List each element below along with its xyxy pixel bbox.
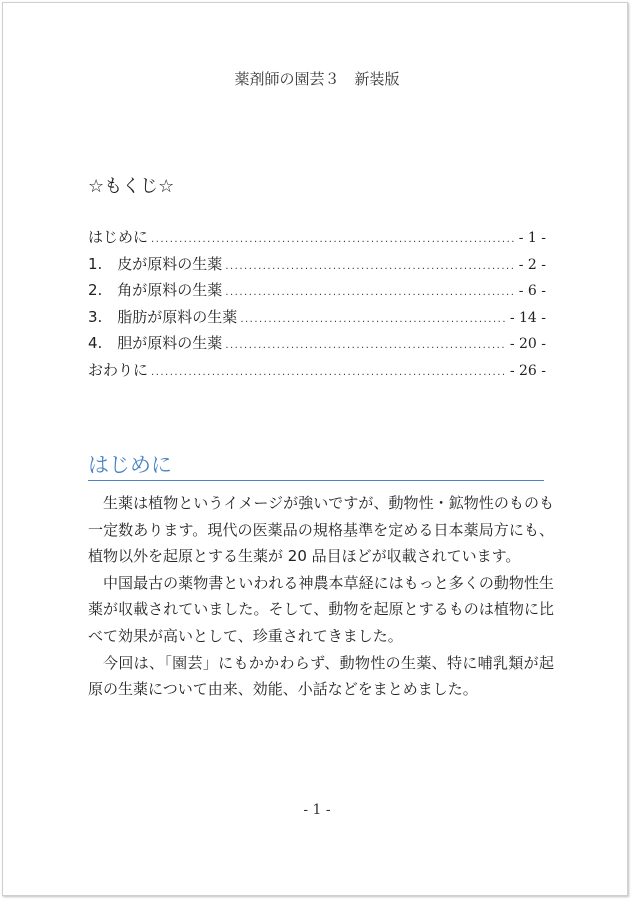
toc-entry-page: - 20 - bbox=[509, 336, 546, 353]
toc-entry-page: - 6 - bbox=[518, 283, 546, 300]
toc-entry-label: 4. 胆が原料の生薬 bbox=[88, 334, 223, 353]
toc-dot-leader bbox=[225, 287, 515, 298]
toc-entry-page: - 2 - bbox=[518, 256, 546, 273]
toc-dot-leader bbox=[225, 261, 515, 272]
toc-entry-label: はじめに bbox=[88, 228, 149, 246]
toc-entry-chapter-2[interactable] bbox=[88, 279, 546, 306]
toc-entry-page: - 14 - bbox=[509, 309, 546, 326]
toc-entry-label: 1. 皮が原料の生薬 bbox=[88, 254, 223, 273]
body-paragraph: 中国最古の薬物書といわれる神農本草経にはもっと多くの動物性生薬が収載されていました。そして、動物を起原とするものは植物に比べて効果が高いとして、珍重されてきました。 bbox=[88, 573, 554, 645]
toc-entry-conclusion[interactable] bbox=[88, 359, 546, 386]
page-number: - 1 - bbox=[303, 802, 331, 818]
toc-title: ☆もくじ☆ bbox=[88, 176, 175, 197]
toc-entry-chapter-4[interactable] bbox=[88, 332, 546, 359]
toc-entry-label: 2. 角が原料の生薬 bbox=[88, 281, 223, 300]
toc-dot-leader bbox=[240, 314, 507, 325]
toc-entry-label: 3. 脂肪が原料の生薬 bbox=[88, 307, 238, 326]
body-paragraph: 生薬は植物というイメージが強いですが、動物性・鉱物性のものも一定数あります。現代の医薬品の規格基準を定める日本薬局方にも、植物以外を起原とする生薬が 20 品目ほどが収載されています。 bbox=[88, 494, 554, 566]
toc-entry-page: - 1 - bbox=[518, 230, 546, 246]
toc-entry-chapter-3[interactable] bbox=[88, 306, 546, 333]
section-heading: はじめに bbox=[88, 452, 544, 481]
section-body bbox=[88, 490, 554, 703]
toc-dot-leader bbox=[151, 234, 516, 245]
toc-dot-leader bbox=[225, 340, 507, 351]
page-frame bbox=[2, 2, 628, 896]
table-of-contents bbox=[88, 226, 546, 386]
toc-entry-introduction[interactable] bbox=[88, 226, 546, 253]
body-paragraph: 今回は、「園芸」にもかかわらず、動物性の生薬、特に哺乳類が起原の生薬について由来、効能、小話などをまとめました。 bbox=[88, 653, 554, 699]
document-header: 薬剤師の園芸３ 新装版 bbox=[234, 70, 400, 88]
toc-entry-page: - 26 - bbox=[509, 362, 546, 379]
toc-entry-label: おわりに bbox=[88, 360, 149, 379]
toc-dot-leader bbox=[151, 367, 507, 378]
toc-entry-chapter-1[interactable] bbox=[88, 253, 546, 280]
